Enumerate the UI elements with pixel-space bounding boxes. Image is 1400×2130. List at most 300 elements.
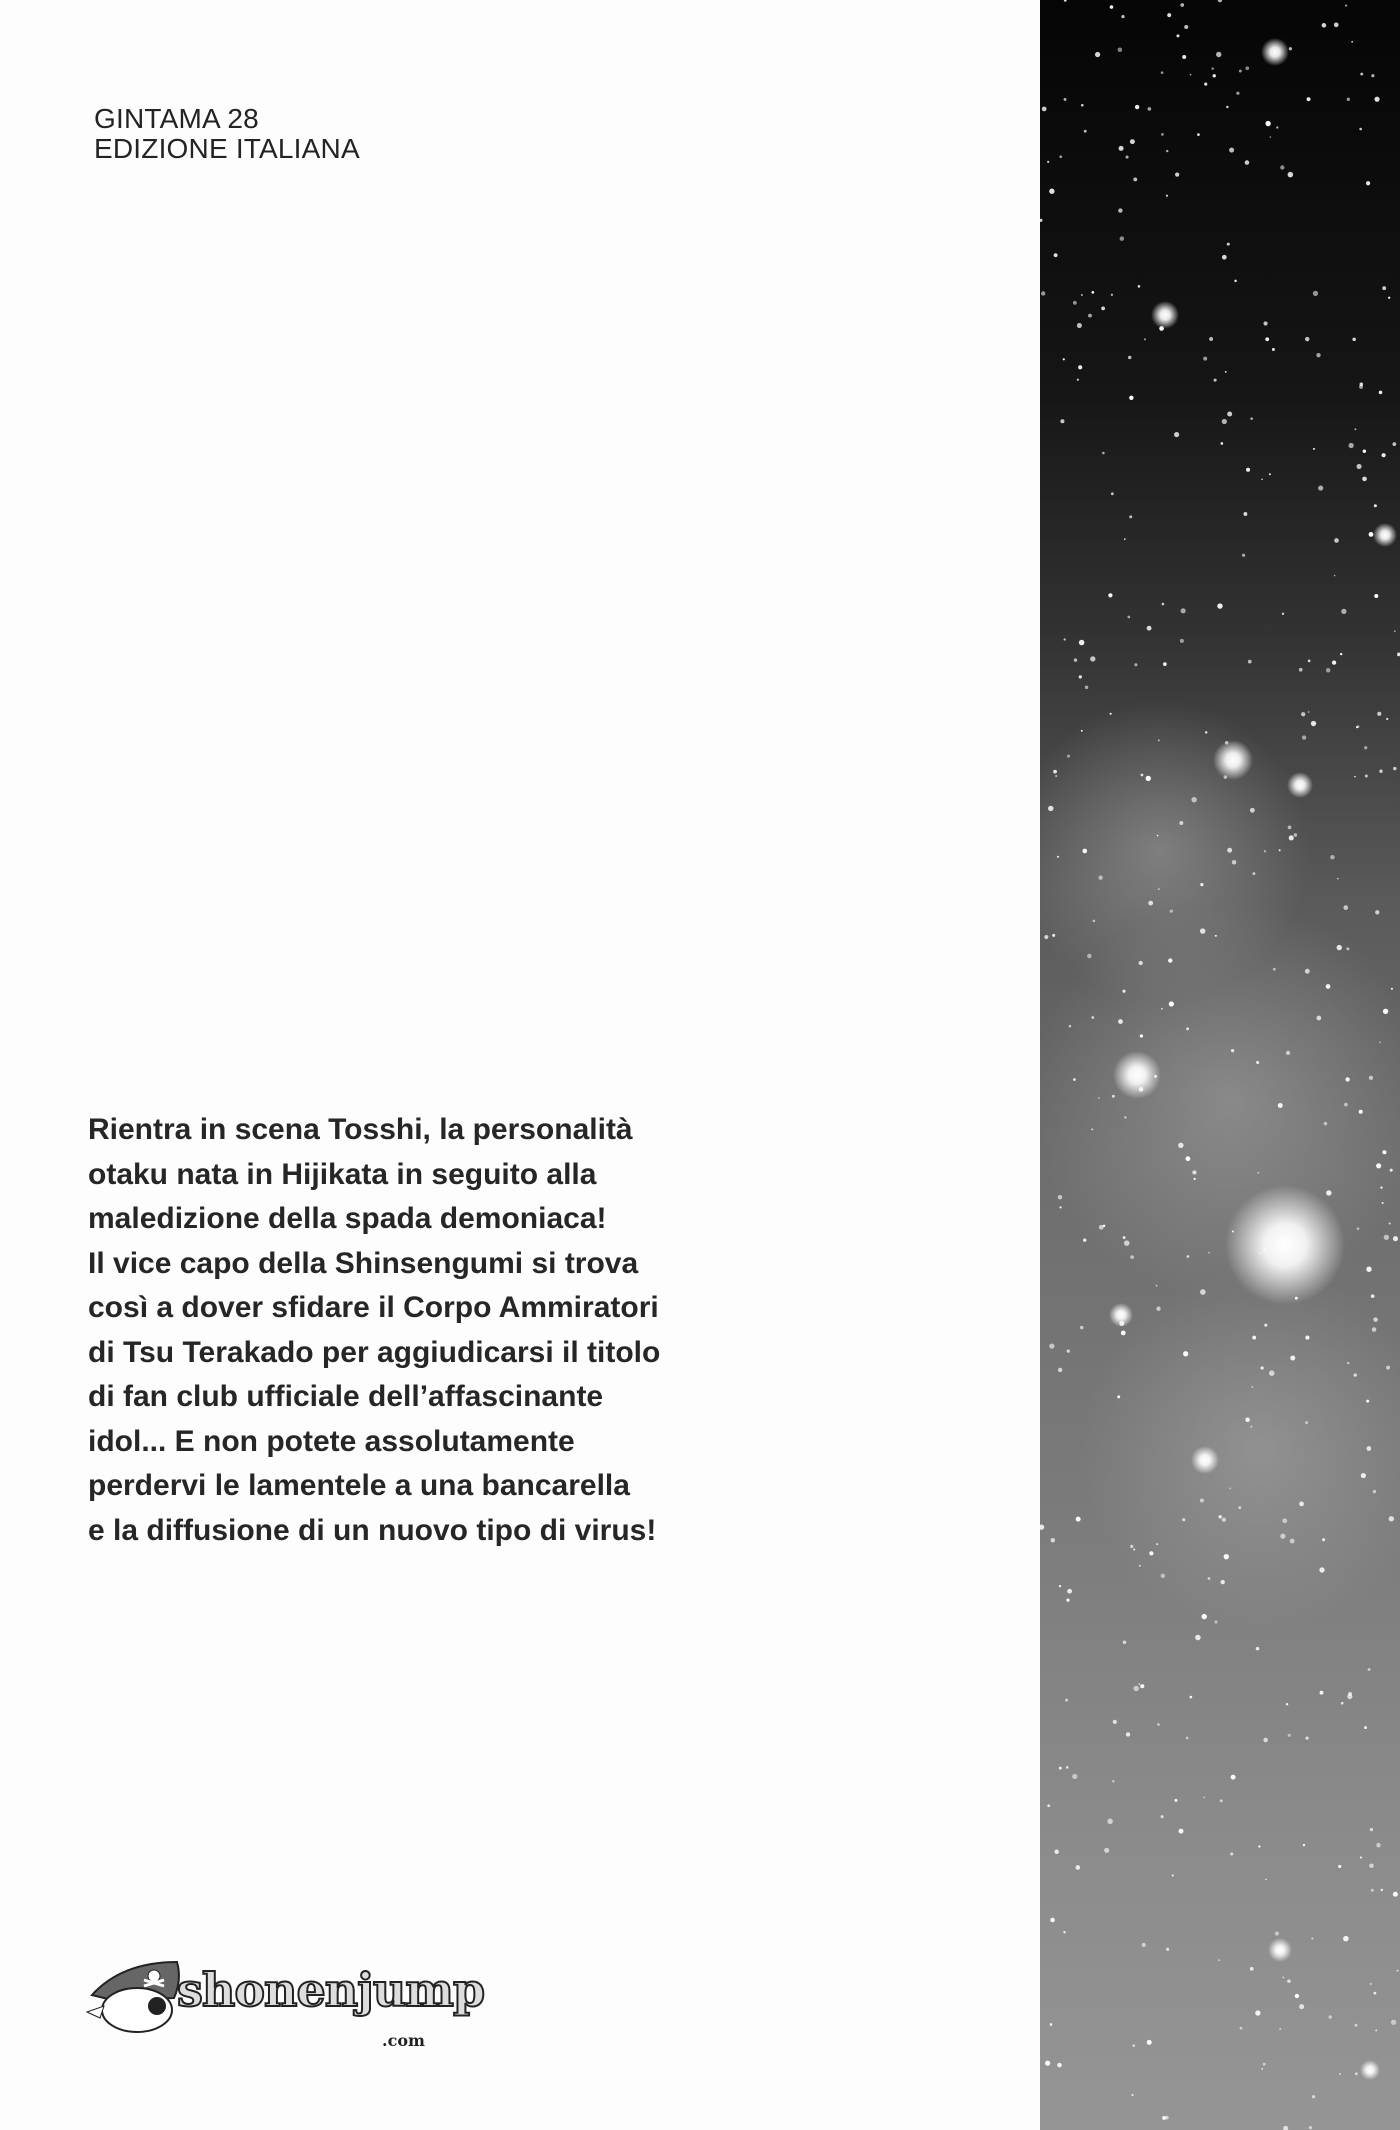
- star: [1169, 1001, 1174, 1006]
- star: [1098, 1097, 1100, 1099]
- star: [1328, 2015, 1331, 2018]
- star: [1127, 616, 1130, 619]
- star: [1123, 1640, 1127, 1644]
- star: [1345, 1077, 1349, 1081]
- star: [1397, 1970, 1399, 1972]
- synopsis-line: così a dover sfidare il Corpo Ammiratori: [88, 1291, 659, 1324]
- star: [1351, 41, 1353, 43]
- star: [1343, 905, 1348, 910]
- logo-wordmark: shonenjump: [177, 1963, 485, 2017]
- star: [1383, 1009, 1388, 1014]
- star: [1226, 106, 1228, 108]
- star: [1231, 1775, 1236, 1780]
- star: [1166, 1948, 1169, 1951]
- star: [1222, 419, 1227, 424]
- star: [1050, 1918, 1055, 1923]
- synopsis-line: otaku nata in Hijikata in seguito alla: [88, 1157, 597, 1191]
- star: [1379, 770, 1382, 773]
- star: [1376, 1843, 1381, 1848]
- star: [1227, 412, 1232, 417]
- star: [1214, 1621, 1217, 1624]
- star: [1190, 1696, 1193, 1699]
- star: [1166, 150, 1168, 152]
- star: [1064, 0, 1067, 2]
- star: [1371, 74, 1374, 77]
- star: [1303, 1844, 1305, 1846]
- star: [1341, 1702, 1344, 1705]
- star: [1239, 70, 1242, 73]
- book-title: [94, 104, 360, 164]
- star: [1128, 356, 1131, 359]
- star: [1118, 1019, 1123, 1024]
- star: [1380, 1187, 1382, 1189]
- star: [1133, 1686, 1139, 1692]
- star: [1375, 910, 1379, 914]
- synopsis-line: e la diffusione di un nuovo tipo di virus!: [88, 1513, 657, 1547]
- star: [1316, 353, 1320, 357]
- star: [1064, 638, 1066, 640]
- star: [1279, 849, 1281, 851]
- star: [1170, 910, 1173, 913]
- synopsis-line: di Tsu Terakado per aggiudicarsi il titolo: [88, 1335, 661, 1369]
- star: [1308, 659, 1311, 662]
- star: [1090, 656, 1095, 661]
- star: [1270, 136, 1272, 138]
- bright-star: [1213, 740, 1253, 780]
- star: [1373, 1490, 1376, 1493]
- star: [1060, 419, 1064, 423]
- star: [1240, 2027, 1243, 2030]
- star: [1112, 1780, 1115, 1783]
- star: [1392, 442, 1396, 446]
- star: [1261, 478, 1263, 480]
- star: [1138, 1683, 1140, 1685]
- star: [1104, 1848, 1109, 1853]
- star: [1157, 1723, 1160, 1726]
- star: [1332, 660, 1336, 664]
- star: [1156, 1543, 1158, 1545]
- star: [1340, 653, 1342, 655]
- star: [1054, 1850, 1059, 1855]
- star: [1299, 1502, 1304, 1507]
- star: [1161, 71, 1164, 74]
- star: [1069, 1025, 1072, 1028]
- star: [1111, 492, 1114, 495]
- star: [1126, 156, 1129, 159]
- star: [1139, 961, 1143, 965]
- title-line: GINTAMA 28: [94, 103, 259, 134]
- star: [1049, 1344, 1054, 1349]
- star: [1360, 1856, 1362, 1858]
- star: [1359, 1110, 1363, 1114]
- synopsis: [88, 1108, 808, 1553]
- star: [1265, 121, 1270, 126]
- star: [1324, 1122, 1328, 1126]
- star: [1158, 888, 1160, 890]
- star: [1263, 2063, 1266, 2066]
- star: [1275, 1931, 1279, 1935]
- star: [1264, 850, 1266, 852]
- star: [1058, 1195, 1062, 1199]
- star: [1139, 1565, 1141, 1567]
- star: [1200, 1289, 1206, 1295]
- star: [1063, 358, 1065, 360]
- star: [1370, 1828, 1373, 1831]
- star: [1130, 1255, 1134, 1259]
- star: [1246, 468, 1250, 472]
- star: [1059, 1585, 1061, 1587]
- star: [1073, 1078, 1076, 1081]
- star: [1119, 146, 1124, 151]
- star: [1265, 1879, 1267, 1881]
- star: [1257, 1172, 1259, 1174]
- star: [1322, 1538, 1325, 1541]
- star: [1174, 1799, 1177, 1802]
- star: [1394, 630, 1396, 632]
- star: [1334, 22, 1339, 27]
- star: [1312, 2095, 1315, 2098]
- star: [1168, 958, 1172, 962]
- pirate-mascot-icon: [87, 1962, 179, 2032]
- star: [1252, 1386, 1254, 1388]
- star: [1077, 323, 1082, 328]
- star: [1369, 532, 1374, 537]
- star: [1074, 658, 1077, 661]
- star: [1121, 15, 1124, 18]
- star: [1372, 1327, 1377, 1332]
- star: [1161, 1574, 1165, 1578]
- star: [1178, 1143, 1183, 1148]
- star: [1132, 2044, 1135, 2047]
- star: [1079, 640, 1085, 646]
- star: [1144, 338, 1146, 340]
- star: [1311, 1938, 1313, 1940]
- bright-star: [1261, 38, 1289, 66]
- star: [1386, 1366, 1390, 1370]
- star: [1390, 1169, 1393, 1172]
- star: [1091, 291, 1094, 294]
- star: [1055, 775, 1057, 777]
- star: [1193, 1178, 1195, 1180]
- star: [1288, 172, 1294, 178]
- star: [1346, 947, 1349, 950]
- star: [1282, 1518, 1287, 1523]
- star: [1156, 1307, 1160, 1311]
- star: [1386, 718, 1388, 720]
- star: [1255, 2010, 1260, 2015]
- star: [1382, 453, 1386, 457]
- star: [1345, 5, 1347, 7]
- star: [1082, 849, 1087, 854]
- star: [1174, 432, 1179, 437]
- star: [1161, 133, 1164, 136]
- star: [1211, 67, 1214, 70]
- star: [1161, 1008, 1163, 1010]
- star: [1263, 321, 1267, 325]
- star: [1202, 1614, 1207, 1619]
- star: [1250, 808, 1255, 813]
- star: [1245, 66, 1249, 70]
- star: [1053, 770, 1057, 774]
- star: [1124, 1116, 1126, 1118]
- star: [1102, 452, 1105, 455]
- star: [1380, 1889, 1383, 1892]
- star: [1076, 1517, 1081, 1522]
- synopsis-line: idol... E non potete assolutamente: [88, 1424, 575, 1458]
- star: [1148, 107, 1152, 111]
- star: [1208, 1577, 1211, 1580]
- star: [1204, 83, 1207, 86]
- star: [1231, 1049, 1234, 1052]
- star: [1354, 428, 1356, 430]
- star: [1256, 1647, 1260, 1651]
- star: [1059, 1767, 1062, 1770]
- star: [1377, 712, 1381, 716]
- star: [1344, 1103, 1348, 1107]
- star: [1330, 855, 1334, 859]
- star: [1059, 155, 1062, 158]
- star: [1341, 609, 1346, 614]
- star: [1357, 464, 1362, 469]
- star: [1393, 1892, 1398, 1897]
- star: [1158, 739, 1160, 741]
- star: [1279, 2028, 1281, 2030]
- star: [1134, 663, 1137, 666]
- star: [1217, 603, 1222, 608]
- bright-star: [1360, 2060, 1380, 2080]
- star: [1133, 177, 1137, 181]
- star: [1290, 1356, 1295, 1361]
- star: [1326, 1190, 1331, 1195]
- star: [1117, 1395, 1120, 1398]
- star: [1364, 1726, 1367, 1729]
- star: [1280, 1534, 1285, 1539]
- star: [1288, 1734, 1291, 1737]
- star: [1264, 1324, 1267, 1327]
- star: [1113, 1720, 1117, 1724]
- star: [1221, 442, 1224, 445]
- star: [1365, 775, 1368, 778]
- star: [1388, 297, 1390, 299]
- star: [1182, 55, 1186, 59]
- star: [1110, 5, 1114, 9]
- star: [1057, 856, 1059, 858]
- star: [1263, 1738, 1267, 1742]
- star: [1126, 1732, 1130, 1736]
- star: [1286, 1703, 1288, 1705]
- star: [1289, 835, 1294, 840]
- synopsis-line: perdervi le lamentele a una bancarella: [88, 1469, 630, 1502]
- star: [1190, 74, 1192, 76]
- star: [1042, 107, 1047, 112]
- star: [1167, 13, 1171, 17]
- star: [1250, 417, 1253, 420]
- star: [1273, 968, 1276, 971]
- star: [1363, 450, 1366, 453]
- star: [1301, 712, 1305, 716]
- star: [1073, 301, 1077, 305]
- star: [1203, 357, 1207, 361]
- star: [1203, 1796, 1205, 1798]
- star: [1349, 443, 1354, 448]
- star: [1172, 1875, 1174, 1877]
- star: [1352, 338, 1355, 341]
- star: [1369, 1863, 1373, 1867]
- star: [1181, 608, 1186, 613]
- star: [1282, 613, 1284, 615]
- star: [1252, 1336, 1256, 1340]
- star: [1369, 1076, 1373, 1080]
- star: [1135, 105, 1139, 109]
- star: [1108, 593, 1112, 597]
- star: [1379, 1041, 1381, 1043]
- star: [1047, 161, 1049, 163]
- star: [1374, 97, 1379, 102]
- star: [1354, 2024, 1357, 2027]
- star: [1347, 98, 1350, 101]
- star: [1112, 1095, 1115, 1098]
- star: [1261, 2068, 1263, 2070]
- star: [1290, 1539, 1295, 1544]
- star: [1221, 1580, 1225, 1584]
- star: [1208, 1252, 1210, 1254]
- star: [1299, 2004, 1304, 2009]
- star: [1147, 2040, 1152, 2045]
- star: [1085, 686, 1088, 689]
- star: [1294, 833, 1298, 837]
- star: [1391, 2020, 1396, 2025]
- star: [1163, 662, 1167, 666]
- star: [1309, 2126, 1312, 2129]
- star: [1197, 133, 1200, 136]
- star: [1347, 1362, 1349, 1364]
- star: [1230, 1852, 1233, 1855]
- star: [1133, 1549, 1135, 1551]
- star: [1355, 2072, 1358, 2075]
- star: [1180, 639, 1184, 643]
- star: [1302, 735, 1306, 739]
- star: [1200, 883, 1203, 886]
- star: [1130, 139, 1135, 144]
- star: [1047, 1804, 1050, 1807]
- star: [1343, 1936, 1349, 1942]
- star: [1320, 1691, 1324, 1695]
- star: [1295, 1994, 1299, 1998]
- star: [1382, 1202, 1384, 1204]
- star: [1087, 954, 1091, 958]
- star: [1357, 1227, 1360, 1230]
- star: [1220, 1799, 1223, 1802]
- star: [1216, 52, 1221, 57]
- star: [1146, 776, 1151, 781]
- star: [1361, 1473, 1366, 1478]
- star: [1313, 291, 1318, 296]
- star: [1095, 52, 1100, 57]
- bright-star: [1113, 1051, 1161, 1099]
- star: [1359, 128, 1362, 131]
- star: [1227, 243, 1230, 246]
- star: [1382, 1150, 1386, 1154]
- star: [1250, 1426, 1252, 1428]
- star: [1253, 872, 1256, 875]
- star: [1272, 348, 1275, 351]
- star: [1384, 1235, 1389, 1240]
- star: [1195, 1635, 1201, 1641]
- star: [1227, 848, 1232, 853]
- star: [1334, 575, 1336, 577]
- star: [1192, 1170, 1196, 1174]
- star: [1278, 1103, 1283, 1108]
- star: [1232, 860, 1236, 864]
- star: [1147, 626, 1152, 631]
- star: [1222, 255, 1227, 260]
- star: [1066, 1599, 1069, 1602]
- star: [1218, 1515, 1221, 1518]
- star: [1248, 660, 1252, 664]
- star: [1179, 1829, 1184, 1834]
- starfield-image: [1040, 0, 1400, 2130]
- star: [1091, 1128, 1093, 1130]
- star: [1334, 538, 1339, 543]
- star: [1162, 603, 1165, 606]
- star: [1366, 1446, 1371, 1451]
- star: [1099, 1225, 1104, 1230]
- shonenjump-logo: [82, 1950, 542, 2050]
- star: [1229, 148, 1234, 153]
- star: [1374, 594, 1378, 598]
- star: [1049, 189, 1054, 194]
- edition-line: EDIZIONE ITALIANA: [94, 133, 360, 164]
- star: [1307, 97, 1311, 101]
- star: [1379, 391, 1383, 395]
- star: [1209, 337, 1213, 341]
- logo-suffix: .com: [382, 2031, 425, 2050]
- star: [1138, 285, 1141, 288]
- star: [1140, 1034, 1143, 1037]
- star: [1356, 726, 1358, 728]
- star: [1276, 126, 1278, 128]
- star: [1045, 2061, 1050, 2066]
- star: [1083, 1238, 1086, 1241]
- star: [1229, 1488, 1231, 1490]
- star: [1213, 74, 1216, 77]
- star: [1093, 920, 1096, 923]
- star: [1389, 1516, 1394, 1521]
- star: [1245, 1417, 1250, 1422]
- star: [1243, 512, 1247, 516]
- star: [1391, 988, 1393, 990]
- star: [1184, 25, 1188, 29]
- star: [1222, 1518, 1226, 1522]
- star: [1129, 515, 1132, 518]
- star: [1182, 1518, 1185, 1521]
- star: [1360, 73, 1363, 76]
- star: [1393, 767, 1396, 770]
- star: [1088, 314, 1092, 318]
- star: [1161, 1815, 1164, 1818]
- star: [1052, 934, 1055, 937]
- star: [1041, 291, 1045, 295]
- star: [1187, 1255, 1190, 1258]
- star: [1166, 195, 1168, 197]
- star: [1354, 1373, 1357, 1376]
- star: [1200, 928, 1205, 933]
- star: [1374, 504, 1377, 507]
- star: [1185, 1156, 1190, 1161]
- star: [1084, 130, 1087, 133]
- star: [1148, 901, 1153, 906]
- star: [1337, 878, 1339, 880]
